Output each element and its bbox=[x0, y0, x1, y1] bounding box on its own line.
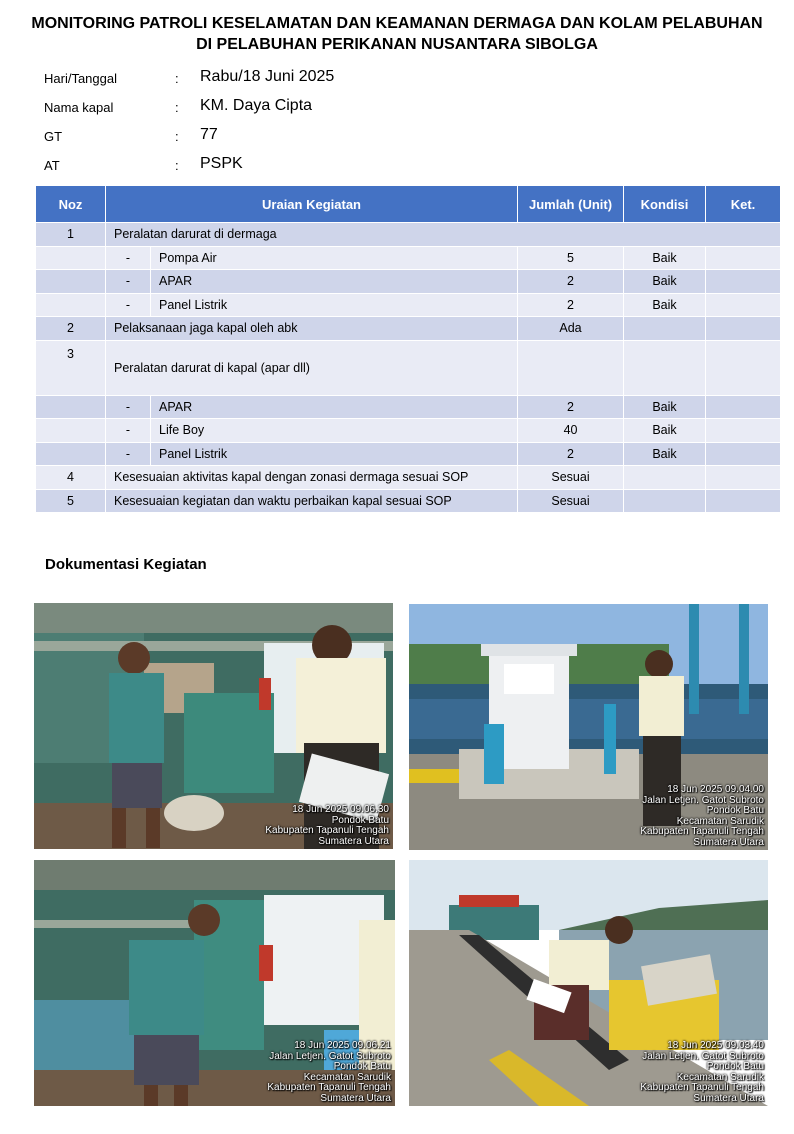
stamp-line: Kabupaten Tapanuli Tengah bbox=[640, 1082, 764, 1093]
row-number bbox=[36, 442, 106, 466]
row-ket bbox=[706, 270, 781, 294]
stamp-line: Jalan Letjen. Gatot Subroto bbox=[642, 794, 764, 806]
table-row bbox=[36, 317, 781, 341]
table-row bbox=[36, 223, 781, 247]
row-number bbox=[36, 419, 106, 443]
row-kondisi bbox=[624, 340, 706, 395]
documentation-photo-4 bbox=[409, 860, 768, 1106]
row-kondisi bbox=[624, 489, 706, 513]
table-row bbox=[36, 293, 781, 317]
stamp-line: Jalan Letjen. Gatot Subroto bbox=[269, 1050, 391, 1062]
row-jumlah: 5 bbox=[518, 246, 624, 270]
row-dash: - bbox=[106, 395, 151, 419]
table-row bbox=[36, 489, 781, 513]
row-ket bbox=[706, 317, 781, 341]
row-ket bbox=[706, 395, 781, 419]
info-label: GT bbox=[44, 129, 63, 144]
header-no: Noz bbox=[36, 186, 106, 223]
info-value: Rabu/18 Juni 2025 bbox=[200, 68, 335, 85]
stamp-line: Jalan Letjen. Gatot Subroto bbox=[642, 1050, 764, 1062]
stamp-line: 18 Jun 2025 09.06.21 bbox=[294, 1040, 391, 1051]
stamp-line: Sumatera Utara bbox=[693, 836, 764, 848]
row-item: APAR bbox=[151, 270, 518, 294]
photo-1-stamp bbox=[265, 805, 389, 847]
info-colon: : bbox=[175, 129, 179, 144]
row-ket bbox=[706, 466, 781, 490]
row-dash: - bbox=[106, 442, 151, 466]
row-number bbox=[36, 246, 106, 270]
row-ket bbox=[706, 419, 781, 443]
row-number: 1 bbox=[36, 223, 106, 247]
info-label: Hari/Tanggal bbox=[44, 71, 117, 86]
row-number: 3 bbox=[36, 340, 106, 395]
stamp-line: 18 Jun 2025 09.04.00 bbox=[667, 784, 764, 795]
row-number bbox=[36, 270, 106, 294]
row-ket bbox=[706, 293, 781, 317]
photo-2-stamp bbox=[640, 785, 764, 848]
row-ket bbox=[706, 442, 781, 466]
table-row bbox=[36, 395, 781, 419]
row-kondisi: Baik bbox=[624, 293, 706, 317]
stamp-line: Kabupaten Tapanuli Tengah bbox=[267, 1082, 391, 1093]
row-text: Peralatan darurat di kapal (apar dll) bbox=[106, 340, 518, 395]
stamp-line: 18 Jun 2025 09.06.30 bbox=[292, 804, 389, 815]
info-label: Nama kapal bbox=[44, 100, 114, 115]
row-dash: - bbox=[106, 419, 151, 443]
row-kondisi: Baik bbox=[624, 442, 706, 466]
table-row bbox=[36, 419, 781, 443]
row-dash: - bbox=[106, 246, 151, 270]
documentation-title: Dokumentasi Kegiatan bbox=[45, 556, 207, 573]
title-line-2: DI PELABUHAN PERIKANAN NUSANTARA SIBOLGA bbox=[196, 36, 598, 53]
stamp-line: 18 Jun 2025 09.03.40 bbox=[667, 1040, 764, 1051]
row-number: 4 bbox=[36, 466, 106, 490]
row-jumlah: Ada bbox=[518, 317, 624, 341]
table-row bbox=[36, 270, 781, 294]
documentation-photo-1 bbox=[34, 603, 393, 849]
stamp-line: Sumatera Utara bbox=[320, 1092, 391, 1104]
table-row bbox=[36, 340, 781, 395]
row-ket bbox=[706, 340, 781, 395]
row-item: Life Boy bbox=[151, 419, 518, 443]
photo-3-stamp bbox=[267, 1041, 391, 1104]
documentation-photo-2 bbox=[409, 604, 768, 850]
row-number bbox=[36, 395, 106, 419]
stamp-line: Sumatera Utara bbox=[318, 835, 389, 847]
stamp-line: Kecamatan Sarudik bbox=[676, 1071, 764, 1083]
stamp-line: Kabupaten Tapanuli Tengah bbox=[265, 825, 389, 836]
row-text: Peralatan darurat di dermaga bbox=[106, 223, 781, 247]
header-jumlah: Jumlah (Unit) bbox=[518, 186, 624, 223]
row-item: APAR bbox=[151, 395, 518, 419]
row-dash: - bbox=[106, 270, 151, 294]
table-row bbox=[36, 466, 781, 490]
row-kondisi: Baik bbox=[624, 270, 706, 294]
monitoring-table bbox=[35, 185, 781, 513]
header-uraian: Uraian Kegiatan bbox=[106, 186, 518, 223]
info-label: AT bbox=[44, 158, 60, 173]
info-value: 77 bbox=[200, 126, 218, 143]
row-jumlah: Sesuai bbox=[518, 489, 624, 513]
row-kondisi: Baik bbox=[624, 395, 706, 419]
page-title bbox=[0, 13, 794, 55]
stamp-line: Sumatera Utara bbox=[693, 1092, 764, 1104]
row-jumlah: 2 bbox=[518, 293, 624, 317]
row-jumlah: Sesuai bbox=[518, 466, 624, 490]
header-kondisi: Kondisi bbox=[624, 186, 706, 223]
info-colon: : bbox=[175, 158, 179, 173]
row-item: Panel Listrik bbox=[151, 293, 518, 317]
photo-4-stamp bbox=[640, 1041, 764, 1104]
row-text: Kesesuaian aktivitas kapal dengan zonasi dermaga sesuai SOP bbox=[106, 466, 518, 490]
row-ket bbox=[706, 489, 781, 513]
table-row bbox=[36, 442, 781, 466]
stamp-line: Pondok Batu bbox=[333, 1061, 391, 1072]
stamp-line: Kabupaten Tapanuli Tengah bbox=[640, 826, 764, 837]
stamp-line: Pondok Batu bbox=[706, 805, 764, 816]
row-kondisi: Baik bbox=[624, 246, 706, 270]
row-number bbox=[36, 293, 106, 317]
table-header-row bbox=[36, 186, 781, 223]
row-dash: - bbox=[106, 293, 151, 317]
row-text: Pelaksanaan jaga kapal oleh abk bbox=[106, 317, 518, 341]
row-item: Panel Listrik bbox=[151, 442, 518, 466]
stamp-line: Kecamatan Sarudik bbox=[303, 1071, 391, 1083]
stamp-line: Kecamatan Sarudik bbox=[676, 815, 764, 827]
info-colon: : bbox=[175, 100, 179, 115]
row-kondisi bbox=[624, 466, 706, 490]
row-text: Kesesuaian kegiatan dan waktu perbaikan kapal sesuai SOP bbox=[106, 489, 518, 513]
info-value: KM. Daya Cipta bbox=[200, 97, 313, 114]
stamp-line: Pondok Batu bbox=[706, 1061, 764, 1072]
row-jumlah: 2 bbox=[518, 442, 624, 466]
row-number: 2 bbox=[36, 317, 106, 341]
row-jumlah: 2 bbox=[518, 270, 624, 294]
row-jumlah bbox=[518, 340, 624, 395]
row-ket bbox=[706, 246, 781, 270]
row-kondisi bbox=[624, 317, 706, 341]
row-jumlah: 40 bbox=[518, 419, 624, 443]
table-row bbox=[36, 246, 781, 270]
row-jumlah: 2 bbox=[518, 395, 624, 419]
row-kondisi: Baik bbox=[624, 419, 706, 443]
stamp-line: Pondok Batu bbox=[331, 814, 389, 826]
documentation-photo-3 bbox=[34, 860, 395, 1106]
info-value: PSPK bbox=[200, 155, 243, 172]
row-number: 5 bbox=[36, 489, 106, 513]
info-colon: : bbox=[175, 71, 179, 86]
title-line-1: MONITORING PATROLI KESELAMATAN DAN KEAMANAN DERMAGA DAN KOLAM PELABUHAN bbox=[31, 15, 763, 32]
header-ket: Ket. bbox=[706, 186, 781, 223]
row-item: Pompa Air bbox=[151, 246, 518, 270]
